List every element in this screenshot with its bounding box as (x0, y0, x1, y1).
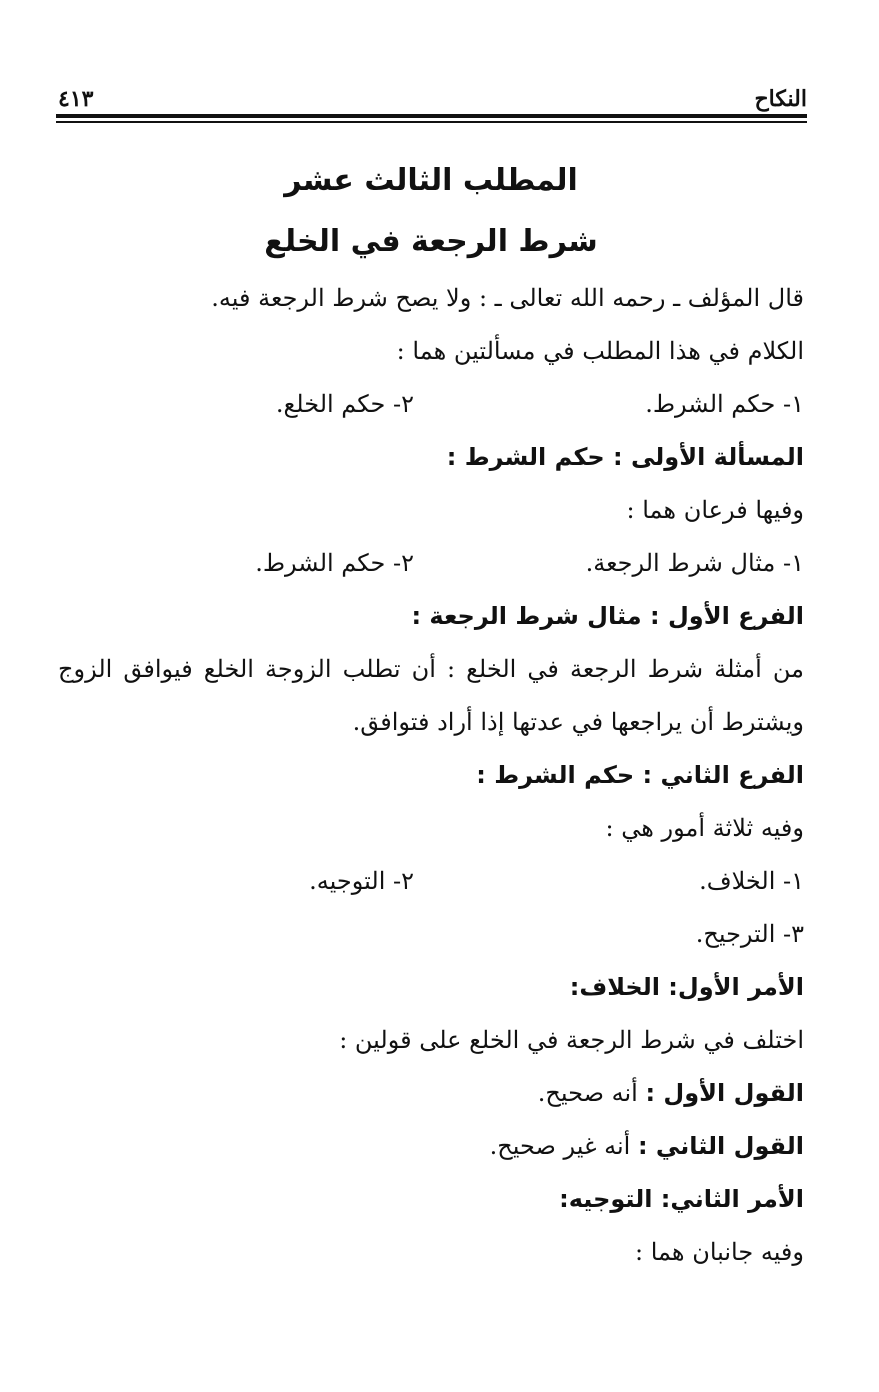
branch-heading: الفرع الثاني : حكم الشرط : (476, 761, 804, 789)
list-item: ٣- الترجيح. (695, 920, 804, 948)
paragraph-line: من أمثلة شرط الرجعة في الخلع : أن تطلب الزوجة الخلع فيوافق الزوج (58, 655, 804, 683)
running-title: النكاح (754, 86, 807, 112)
header-rule-thin (56, 121, 807, 123)
list-item: ٢- حكم الشرط. (255, 549, 414, 577)
matter-heading: الأمر الثاني: التوجيه: (559, 1185, 804, 1213)
header-rule-thick (56, 114, 807, 118)
branch-heading: الفرع الأول : مثال شرط الرجعة : (411, 602, 804, 630)
opinion-term: القول الثاني : (637, 1132, 804, 1160)
question-heading: المسألة الأولى : حكم الشرط : (446, 443, 804, 471)
text-line: قال المؤلف ـ رحمه الله تعالى ـ : ولا يصح شرط الرجعة فيه. (211, 284, 804, 312)
list-item: ١- مثال شرط الرجعة. (585, 549, 804, 577)
matter-heading: الأمر الأول: الخلاف: (569, 973, 804, 1001)
section-heading: المطلب الثالث عشر (284, 163, 578, 198)
list-item: ٢- التوجيه. (309, 867, 414, 895)
page-number: ٤١٣ (58, 86, 94, 112)
list-item: ١- الخلاف. (699, 867, 804, 895)
list-item: ١- حكم الشرط. (645, 390, 804, 418)
opinion-line (58, 1120, 804, 1173)
section-subheading: شرط الرجعة في الخلع (264, 224, 598, 259)
text-line: وفيه جانبان هما : (635, 1238, 804, 1266)
opinion-term: القول الأول : (645, 1079, 804, 1107)
list-row (58, 378, 804, 431)
list-row (58, 855, 804, 908)
paragraph-line: ويشترط أن يراجعها في عدتها إذا أراد فتوافق. (352, 708, 804, 736)
text-line: اختلف في شرط الرجعة في الخلع على قولين : (339, 1026, 804, 1054)
page-header (58, 78, 807, 112)
text-line: وفيها فرعان هما : (626, 496, 804, 524)
list-item: ٢- حكم الخلع. (275, 390, 414, 418)
page-body (58, 150, 804, 1279)
opinion-text: أنه غير صحيح. (489, 1132, 638, 1160)
text-line: وفيه ثلاثة أمور هي : (605, 814, 804, 842)
opinion-line (58, 1067, 804, 1120)
opinion-text: أنه صحيح. (537, 1079, 646, 1107)
list-row (58, 537, 804, 590)
text-line: الكلام في هذا المطلب في مسألتين هما : (396, 337, 804, 365)
